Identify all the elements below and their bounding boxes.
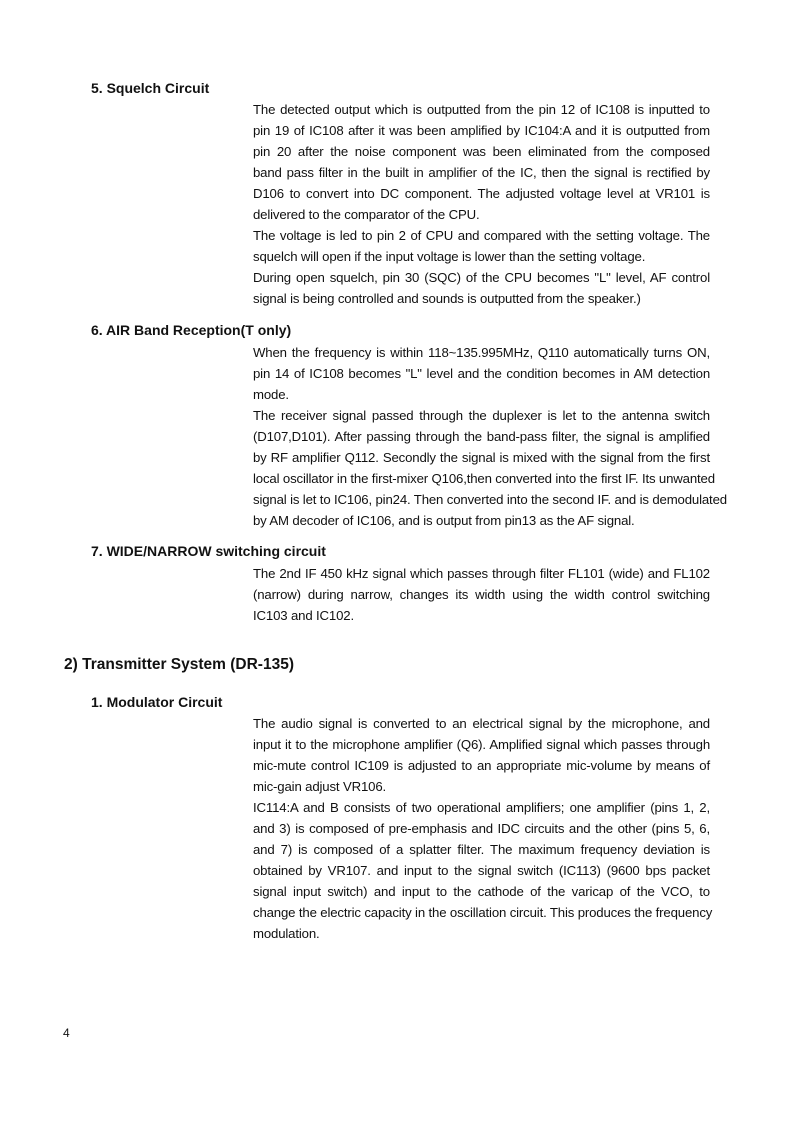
text-line: by RF amplifier Q112. Secondly the signal is mixed with the signal from the first [253, 450, 710, 465]
text-line: delivered to the comparator of the CPU. [253, 207, 480, 222]
text-line: pin 20 after the noise component was been eliminated from the composed [253, 144, 710, 159]
text-line: signal is let to IC106, pin24. Then converted into the second IF. and is demodulated [253, 492, 727, 507]
text-line: local oscillator in the first-mixer Q106,then converted into the first IF. Its unwanted [253, 471, 715, 486]
text-line: input it to the microphone amplifier (Q6). Amplified signal which passes through [253, 737, 710, 752]
text-line: The voltage is led to pin 2 of CPU and compared with the setting voltage. The [253, 228, 710, 243]
text-line: signal is being controlled and sounds is outputted from the speaker.) [253, 291, 641, 306]
transmitter-system-heading: 2) Transmitter System (DR-135) [64, 656, 294, 673]
text-line: modulation. [253, 926, 320, 941]
page-number: 4 [63, 1026, 70, 1040]
text-line: The audio signal is converted to an electrical signal by the microphone, and [253, 716, 710, 731]
text-line: mic-gain adjust VR106. [253, 779, 387, 794]
text-line: signal input switch) and input to the cathode of the varicap of the VCO, to [253, 884, 710, 899]
text-line: change the electric capacity in the oscillation circuit. This produces the frequency [253, 905, 713, 920]
text-line: pin 14 of IC108 becomes "L" level and the condition becomes in AM detection [253, 366, 710, 381]
text-line: by AM decoder of IC106, and is output from pin13 as the AF signal. [253, 513, 635, 528]
text-line: D106 to convert into DC component. The adjusted voltage level at VR101 is [253, 186, 710, 201]
text-line: IC114:A and B consists of two operational amplifiers; one amplifier (pins 1, 2, [253, 800, 710, 815]
modulator-paragraph [253, 713, 713, 944]
text-line: and 3) is composed of pre-emphasis and IDC circuits and the other (pins 5, 6, [253, 821, 710, 836]
wide-narrow-paragraph [253, 563, 710, 626]
text-line: mode. [253, 387, 289, 402]
squelch-heading: 5. Squelch Circuit [91, 80, 210, 96]
text-line: (narrow) during narrow, changes its width using the width control switching [253, 587, 710, 602]
text-line: obtained by VR107. and input to the signal switch (IC113) (9600 bps packet [253, 863, 710, 878]
text-line: IC103 and IC102. [253, 608, 354, 623]
text-line: During open squelch, pin 30 (SQC) of the CPU becomes "L" level, AF control [253, 270, 710, 285]
text-line: squelch will open if the input voltage is lower than the setting voltage. [253, 249, 646, 264]
modulator-heading: 1. Modulator Circuit [91, 694, 223, 710]
text-line: The detected output which is outputted from the pin 12 of IC108 is inputted to [253, 102, 710, 117]
air-band-paragraph [253, 342, 727, 531]
text-line: and 7) is composed of a splatter filter. The maximum frequency deviation is [253, 842, 710, 857]
text-line: The receiver signal passed through the duplexer is let to the antenna switch [253, 408, 710, 423]
text-line: (D107,D101). After passing through the band-pass filter, the signal is amplified [253, 429, 710, 444]
air-band-heading: 6. AIR Band Reception(T only) [91, 322, 292, 338]
text-line: band pass filter in the built in amplifier of the IC, then the signal is rectified by [253, 165, 710, 180]
text-line: When the frequency is within 118~135.995MHz, Q110 automatically turns ON, [253, 345, 710, 360]
wide-narrow-heading: 7. WIDE/NARROW switching circuit [91, 543, 326, 559]
text-line: mic-mute control IC109 is adjusted to an appropriate mic-volume by means of [253, 758, 710, 773]
text-line: pin 19 of IC108 after it was been amplified by IC104:A and it is outputted from [253, 123, 710, 138]
squelch-paragraph [253, 99, 710, 309]
text-line: The 2nd IF 450 kHz signal which passes through filter FL101 (wide) and FL102 [253, 566, 710, 581]
